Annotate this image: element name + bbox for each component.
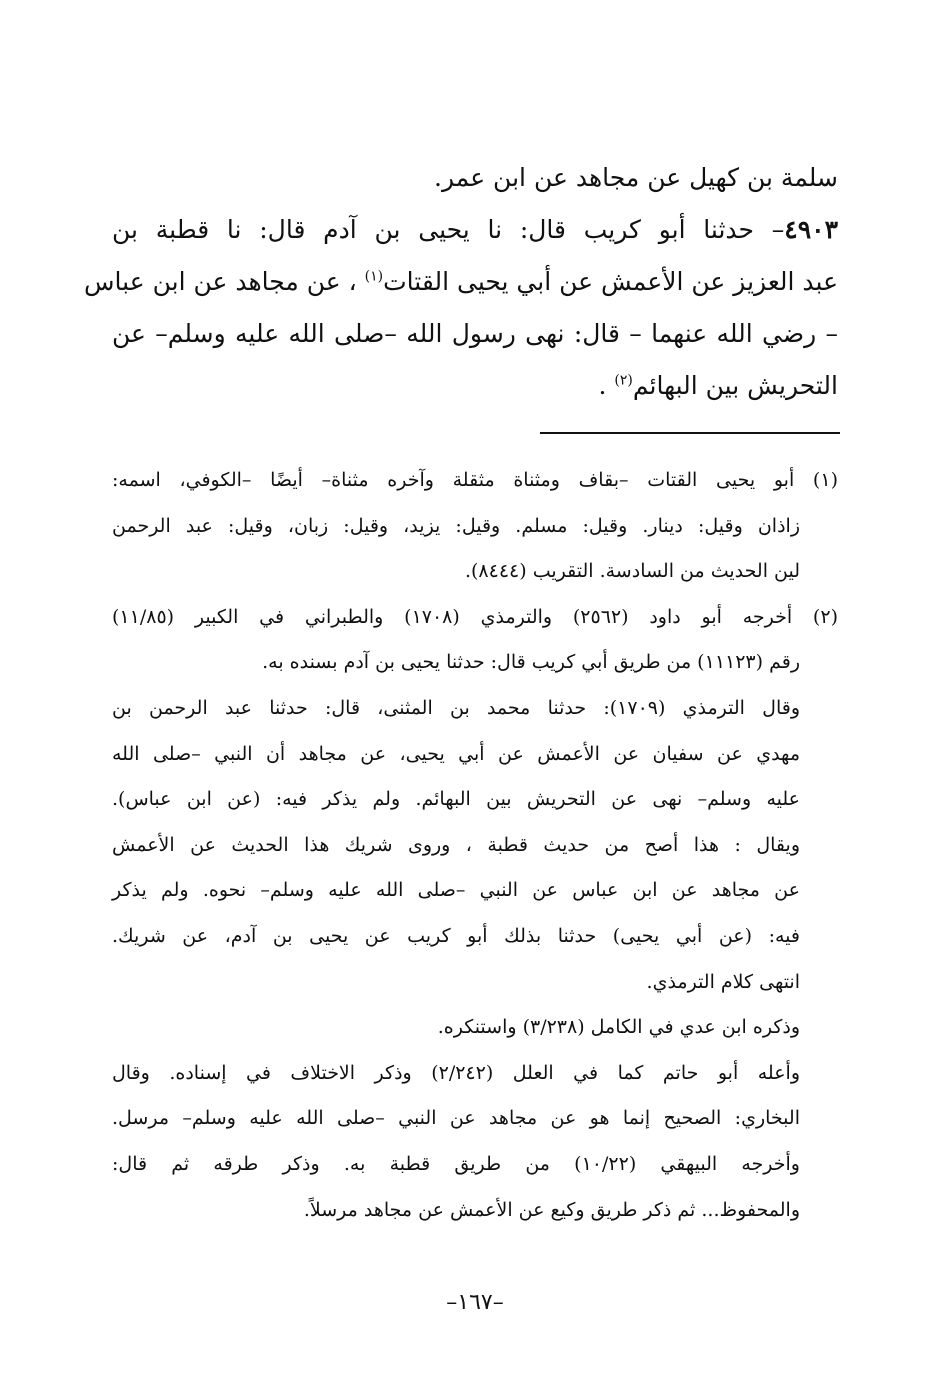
main-line-2-text: – حدثنا أبو كريب قال: نا يحيى بن آدم قال: نا قطبة بن: [112, 215, 785, 244]
footnote-line-3: لين الحديث من السادسة. التقريب (٨٤٤٤).: [464, 560, 800, 583]
footnote-line-16: وأخرجه البيهقي (١٠/٢٢) من طريق قطبة به. وذكر طرقه ثم قال:: [112, 1152, 800, 1175]
footnote-line-15: البخاري: الصحيح إنما هو عن مجاهد عن النبي –صلى الله عليه وسلم– مرسل.: [112, 1107, 800, 1130]
footnotes: [112, 458, 838, 1233]
main-line-5: [112, 360, 838, 412]
hadith-number: ٤٩٠٣: [784, 215, 838, 244]
footnote-line-13: وذكره ابن عدي في الكامل (٣/٢٣٨) واستنكره.: [437, 1016, 800, 1039]
page-number: –١٦٧–: [446, 1290, 504, 1315]
footnote-line-6: وقال الترمذي (١٧٠٩): حدثنا محمد بن المثنى، قال: حدثنا عبد الرحمن بن: [112, 696, 801, 719]
main-line-2: [112, 204, 838, 256]
footnote-line-8: عليه وسلم– نهى عن التحريش بين البهائم. ولم يذكر فيه: (عن ابن عباس).: [112, 788, 800, 811]
main-line-5-text: التحريش بين البهائم$^{(٢)}$ .: [598, 371, 838, 400]
footnote-line-2: زاذان وقيل: دينار. وقيل: مسلم. وقيل: يزيد، وقيل: زبان، وقيل: عبد الرحمن: [112, 514, 800, 537]
footnote-ref-2: (٢): [614, 372, 633, 389]
footnote-line-9: ويقال : هذا أصح من حديث قطبة ، وروى شريك هذا الحديث عن الأعمش: [112, 833, 800, 856]
footnote-line-1: (١) أبو يحيى القتات –بقاف ومثناة مثقلة وآخره مثناة– أيضًا –الكوفي، اسمه:: [112, 469, 838, 491]
footnote-line-17: والمحفوظ... ثم ذكر طريق وكيع عن الأعمش عن مجاهد مرسلاً.: [303, 1198, 800, 1221]
footnote-line-7: مهدي عن سفيان عن الأعمش عن أبي يحيى، عن مجاهد أن النبي –صلى الله: [112, 742, 800, 765]
main-line-3: [84, 256, 838, 308]
footnote-line-14: وأعله أبو حاتم كما في العلل (٢/٢٤٢) وذكر الاختلاف في إسناده. وقال: [112, 1061, 800, 1084]
footnote-line-5: رقم (١١١٢٣) من طريق أبي كريب قال: حدثنا يحيى بن آدم بسنده به.: [262, 651, 800, 674]
main-line-1: سلمة بن كهيل عن مجاهد عن ابن عمر.: [434, 163, 838, 192]
footnote-line-4: (٢) أخرجه أبو داود (٢٥٦٢) والترمذي (١٧٠٨) والطبراني في الكبير (١١/٨٥): [112, 605, 838, 628]
footnote-line-11: فيه: (عن أبي يحيى) حدثنا بذلك أبو كريب عن يحيى بن آدم، عن شريك.: [112, 924, 800, 947]
main-text: [84, 152, 838, 412]
footnote-line-12: انتهى كلام الترمذي.: [646, 970, 800, 993]
footnote-separator: [540, 432, 840, 434]
footnote-line-10: عن مجاهد عن ابن عباس عن النبي –صلى الله عليه وسلم– نحوه. ولم يذكر: [112, 879, 800, 902]
main-line-3-text: عبد العزيز عن الأعمش عن أبي يحيى القتات$^{(١)}$ ، عن مجاهد عن ابن عباس: [84, 267, 838, 296]
main-line-4: – رضي الله عنهما – قال: نهى رسول الله –صلى الله عليه وسلم– عن: [112, 319, 838, 348]
footnote-ref-1: (١): [364, 268, 384, 285]
